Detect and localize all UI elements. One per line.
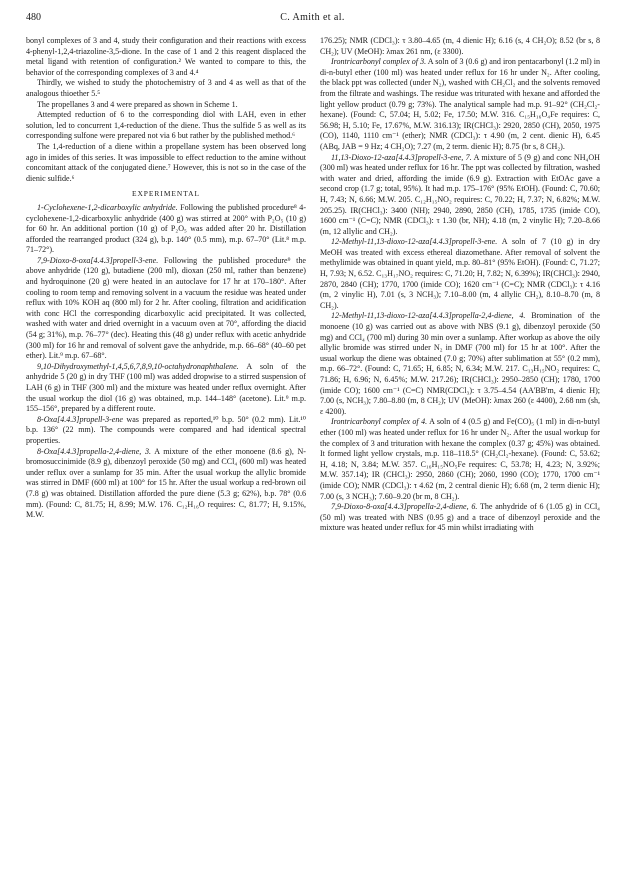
experimental-entry [26, 447, 306, 521]
entry-body: A soln of the anhydride 5 (20 g) in dry THF (100 ml) was added dropwise to a stirred suspension of LAH (6 g) in THF (300 ml) and the mixture was heated under reflux overnight. After the usual workup the diol (16 g) was obtained, m.p. 144–148° (acetone). Lit.⁹ m.p. 155–156°, prepared by a different route. [26, 361, 306, 414]
experimental-entry [320, 57, 600, 152]
paragraph: The 1,4-reduction of a diene within a propellane system has been observed long ago in imides of this series. It was impossible to effect reduction to the amine without concomitant attack of the conjugated diene.⁷ However, this is not so in the case of the dienic sulfide.⁶ [26, 141, 306, 183]
entry-body: Following the published procedure⁹ the above anhydride (120 g), butadiene (200 ml), dioxan (250 ml, rather than benzene) and hydroquinone (20 g) were heated in an autoclave for 17 hr at 170–180°. After cooling to room temp and removing solvent in a vacuum the residue was heated under reflux with 10% KOH aq (800 ml) for 2 hr. After cooling, filtration and acidification with conc HCl the corresponding dicarboxylic acid precipitated. It was collected, washed with water and dried overnight in a vacuum oven at 70°, affording the diacid (54 g; 31%), m.p. 76–77° (dec). Heating this (48 g) under reflux with acetic anhydride (300 ml) for 16 hr and removal of solvent gave the anhydride, m.p. 66–68° (40–60 pet ether). Lit.⁹ m.p. 67–68°. [26, 255, 306, 361]
experimental-entry [320, 237, 600, 311]
left-column [26, 36, 306, 884]
entry-title: 9,10-Dihydroxymethyl-1,4,5,6,7,8,9,10-octahydronaphthalene. [37, 361, 239, 371]
section-heading: EXPERIMENTAL [131, 189, 201, 199]
experimental-entry [26, 203, 306, 256]
entry-title: Irontricarbonyl complex of 3. [331, 57, 427, 67]
entry-body: A mixture of 5 (9 g) and conc NH₄OH (300 ml) was heated under reflux for 16 hr. The ppt was collected by filtration, washed with water and dried, affording the imide (6.9 g). Extraction with EtOAc gave a second crop (1.7 g; total, 95%). It had m.p. 175–176° (95% EtOH). (Found: C, 70.60; H, 7.43; N, 6.66; M.W. 205. C₁₂H₁₅NO₂ requires: C, 70.22; H, 7.37; N, 6.82%; M.W. 205.25). IR(CHCl₃): 3400 (NH); 2940, 2890, 2850 (CH), 1785, 1735 (imide CO), 1600 cm⁻¹ (C=C); NMR (CDCl₃): τ 1.30 (br, NH); 4.18 (m, 2 vinylic H); 7.20–8.66 (m, 12 allylic and CH₂). [320, 152, 600, 236]
entry-body: A soln of 3 (0.6 g) and iron pentacarbonyl (1.2 ml) in di-n-butyl ether (100 ml) was heated under reflux for 16 hr under N₂. After cooling, the black ppt was collected (under N₂), washed with CH₂Cl₂ and the solvents removed from the filtrate and washings. The residue was triturated with hexane and afforded the light yellow product (0.79 g; 73%). The analytical sample had m.p. 91–92° (CH₂Cl₂-hexane). (Found: C, 57.04; H, 5.02; Fe, 17.50; M.W. 316. C₁₅H₁₆O₄Fe requires: C, 56.98; H, 5.10; Fe, 17.67%, M.W. 316.13); IR(CHCl₃): 2920, 2850 (CH), 2050, 1975 (CO), 1140, 1110 cm⁻¹ (ether); NMR (CDCl₃): τ 4.90 (m, 2 cent. dienic H), 6.45 (ABq, JAB = 9 Hz; 4 CH₂O); 7.27 (m, 2 term. dienic H); 8.75 (br s, 8 CH₂). [320, 57, 600, 151]
experimental-entry [320, 153, 600, 238]
page-number: 480 [26, 12, 41, 23]
running-head: C. Amith et al. [280, 12, 345, 23]
entry-body: The anhydride of 6 (1.05 g) in CCl₄ (50 ml) was treated with NBS (0.95 g) and a trace of dibenzoyl peroxide and the mixture was heated under reflux for 45 min whilst irradiating with [320, 502, 600, 533]
experimental-entry [320, 417, 600, 502]
entry-body: A soln of 4 (0.5 g) and Fe(CO)₅ (1 ml) in di-n-butyl ether (100 ml) was heated under reflux for 16 hr under N₂. After the usual workup for the complex of 3 and trituration with hexane the complex (0.37 g; 45%) was obtained. It formed light yellow crystals, m.p. 118–118.5° (CH₂Cl₂-hexane). (Found: C, 53.62; H, 4.18; N, 3.84; M.W. 357. C₁₆H₁₅NO₅Fe requires: C, 53.78; H, 4.23; N, 3.92%; M.W. 357.14); IR (CHCl₃): 2950, 2860 (CH); 2060, 1990 (CO); 1770, 1700 cm⁻¹ (imide CO); NMR (CDCl₃): τ 4.62 (m, 2 central dienic H); 6.68 (m, 2 term dienic H); 7.00 (s, 3 NCH₃); 7.60–9.20 (br m, 8 CH₂). [320, 417, 600, 501]
paragraph: bonyl complexes of 3 and 4, study their configuration and their reactions with excess 4-phenyl-1,2,4-triazoline-3,5-dione. In the case of 1 and 2 this reagent displaced the metal ligand with retention of configuration.² We wanted to compare to this, the behavior of the corresponding complexes of 3 and 4.⁴ [26, 36, 306, 77]
entry-body: A mixture of the ether monoene (8.6 g), N-bromosuccinimide (8.9 g), dibenzoyl peroxide (50 mg) and CCl₄ (600 ml) was heated under reflux over a sunlamp for 35 min. After the usual workup the allylic bromide was stirred in DMF (600 ml) at 100° for 15 hr. After the usual workup a red-brown oil (7.8 g) was obtained. Distillation afforded the pure diene (5.3 g; 62%), b.p. 78° (0.6 mm). (Found: C, 81.75; H, 8.99; M.W. 176. C₁₂H₁₆O requires: C, 81.77; H, 9.15%, M.W. [26, 446, 306, 520]
experimental-entry [26, 362, 306, 415]
page-header [26, 12, 599, 26]
entry-title: 8-Oxa[4.4.3]propell-3-ene [37, 414, 123, 424]
paragraph: Thirdly, we wished to study the photochemistry of 3 and 4 as well as that of the analogous thioether 5.⁵ [26, 78, 306, 98]
entry-title: 1-Cyclohexene-1,2-dicarboxylic anhydride. [37, 202, 178, 212]
entry-body: Bromination of the monoene (10 g) was carried out as above with NBS (9.1 g), dibenzoyl peroxide (50 mg) and CCl₄ (700 ml) during 30 min over a sunlamp. After workup as above the oily allylic bromide was stirred under N₂ in DMF (700 ml) for 15 hr at 100°. After the usual workup the diene was obtained (7.0 g; 70%) after sublimation at 55° (0.2 mm), m.p. 66–72°. (Found: C, 71.65; H, 6.85; N, 6.34; M.W. 217. C₁₃H₁₅NO₂ requires: C, 71.86; H, 6.96; N, 6.45%; M.W. 217.26); IR(CHCl₃): 2950–2850 (CH); 1780, 1700 (imide CO); 1600 cm⁻¹ (C=C) NMR(CDCl₃): τ 3.75–4.54 (AA'BB'm, 4 dienic H); 7.00 (s, NCH₃); 7.80–8.80 (m, 8 CH₂); UV (MeOH): λmax 260 (ε 4400), 2.68 nm (sh, ε 4200). [320, 311, 600, 416]
entry-title: 12-Methyl-11,13-dioxo-12-aza[4.4.3]propell-3-ene. [331, 237, 498, 247]
entry-title: 11,13-Dioxo-12-aza[4.4.3]propell-3-ene, 7. [331, 152, 472, 162]
right-column [320, 36, 600, 884]
entry-title: 7,9-Dioxo-8-oxa[4.4.3]propella-2,4-diene, 6. [331, 502, 478, 512]
entry-body: was prepared as reported,¹⁰ b.p. 50° (0.2 mm). Lit.¹⁰ b.p. 136° (22 mm). The compounds were compared and had identical spectral properties. [26, 414, 306, 445]
paragraph: 176.25); NMR (CDCl₃): τ 3.80–4.65 (m, 4 dienic H); 6.16 (s, 4 CH₂O); 8.52 (br s, 8 CH₂); UV (MeOH): λmax 261 nm, (ε 3300). [320, 36, 600, 56]
experimental-entry [320, 502, 600, 534]
paragraph: The propellanes 3 and 4 were prepared as shown in Scheme 1. [37, 99, 238, 109]
entry-body: A soln of 7 (10 g) in dry MeOH was treated with excess ethereal diazomethane. After removal of solvent the methylimide was obtained in quant yield, m.p. 80–81° (95% EtOH). (Found: C, 71.27; H, 7.93; N, 6.52. C₁₃H₁₇NO₂ requires: C, 71.20; H, 7.82; N, 6.39%); IR(CHCl₃): 2940, 2870, 2840 (CH); 1770, 1700 (imide CO); 1620 cm⁻¹ (C=C); NMR (CDCl₃): τ 4.16 (m, 2 vinylic H), 7.01 (s, 3 NCH₃); 7.10–8.00 (m, 4 allylic CH₂), 8.10–8.70 (m, 8 CH₂). [320, 237, 600, 310]
entry-title: 7,9-Dioxo-8-oxa[4.4.3]propell-3-ene. [37, 255, 159, 265]
entry-title: 12-Methyl-11,13-dioxo-12-aza[4.4.3]propella-2,4-diene, 4. [331, 311, 526, 321]
experimental-entry [26, 256, 306, 362]
entry-title: 8-Oxa[4.4.3]propella-2,4-diene, 3. [37, 446, 151, 456]
experimental-entry [320, 311, 600, 417]
paragraph: Attempted reduction of 6 to the corresponding diol with LAH, even in ether solution, led to concurrent 1,4-reduction of the diene. Thus the sulfide 5 as well as its corresponding sulfone were prepared not via 6 but rather by the published method.⁶ [26, 110, 306, 141]
experimental-entry [26, 415, 306, 447]
entry-body: Following the published procedure⁸ 4-cyclohexene-1,2-dicarboxylic anhydride (400 g) was stirred at 200° with P₂O₅ (10 g) for 60 hr. An additional portion (10 g) of P₂O₅ was added after 20 hr. Distillation afforded the rearranged product (324 g), b.p. 140° (0.5 mm), m.p. 67–70° (Lit.⁸ m.p. 71–72°). [26, 202, 306, 255]
entry-title: Irontricarbonyl complex of 4. [331, 417, 428, 427]
